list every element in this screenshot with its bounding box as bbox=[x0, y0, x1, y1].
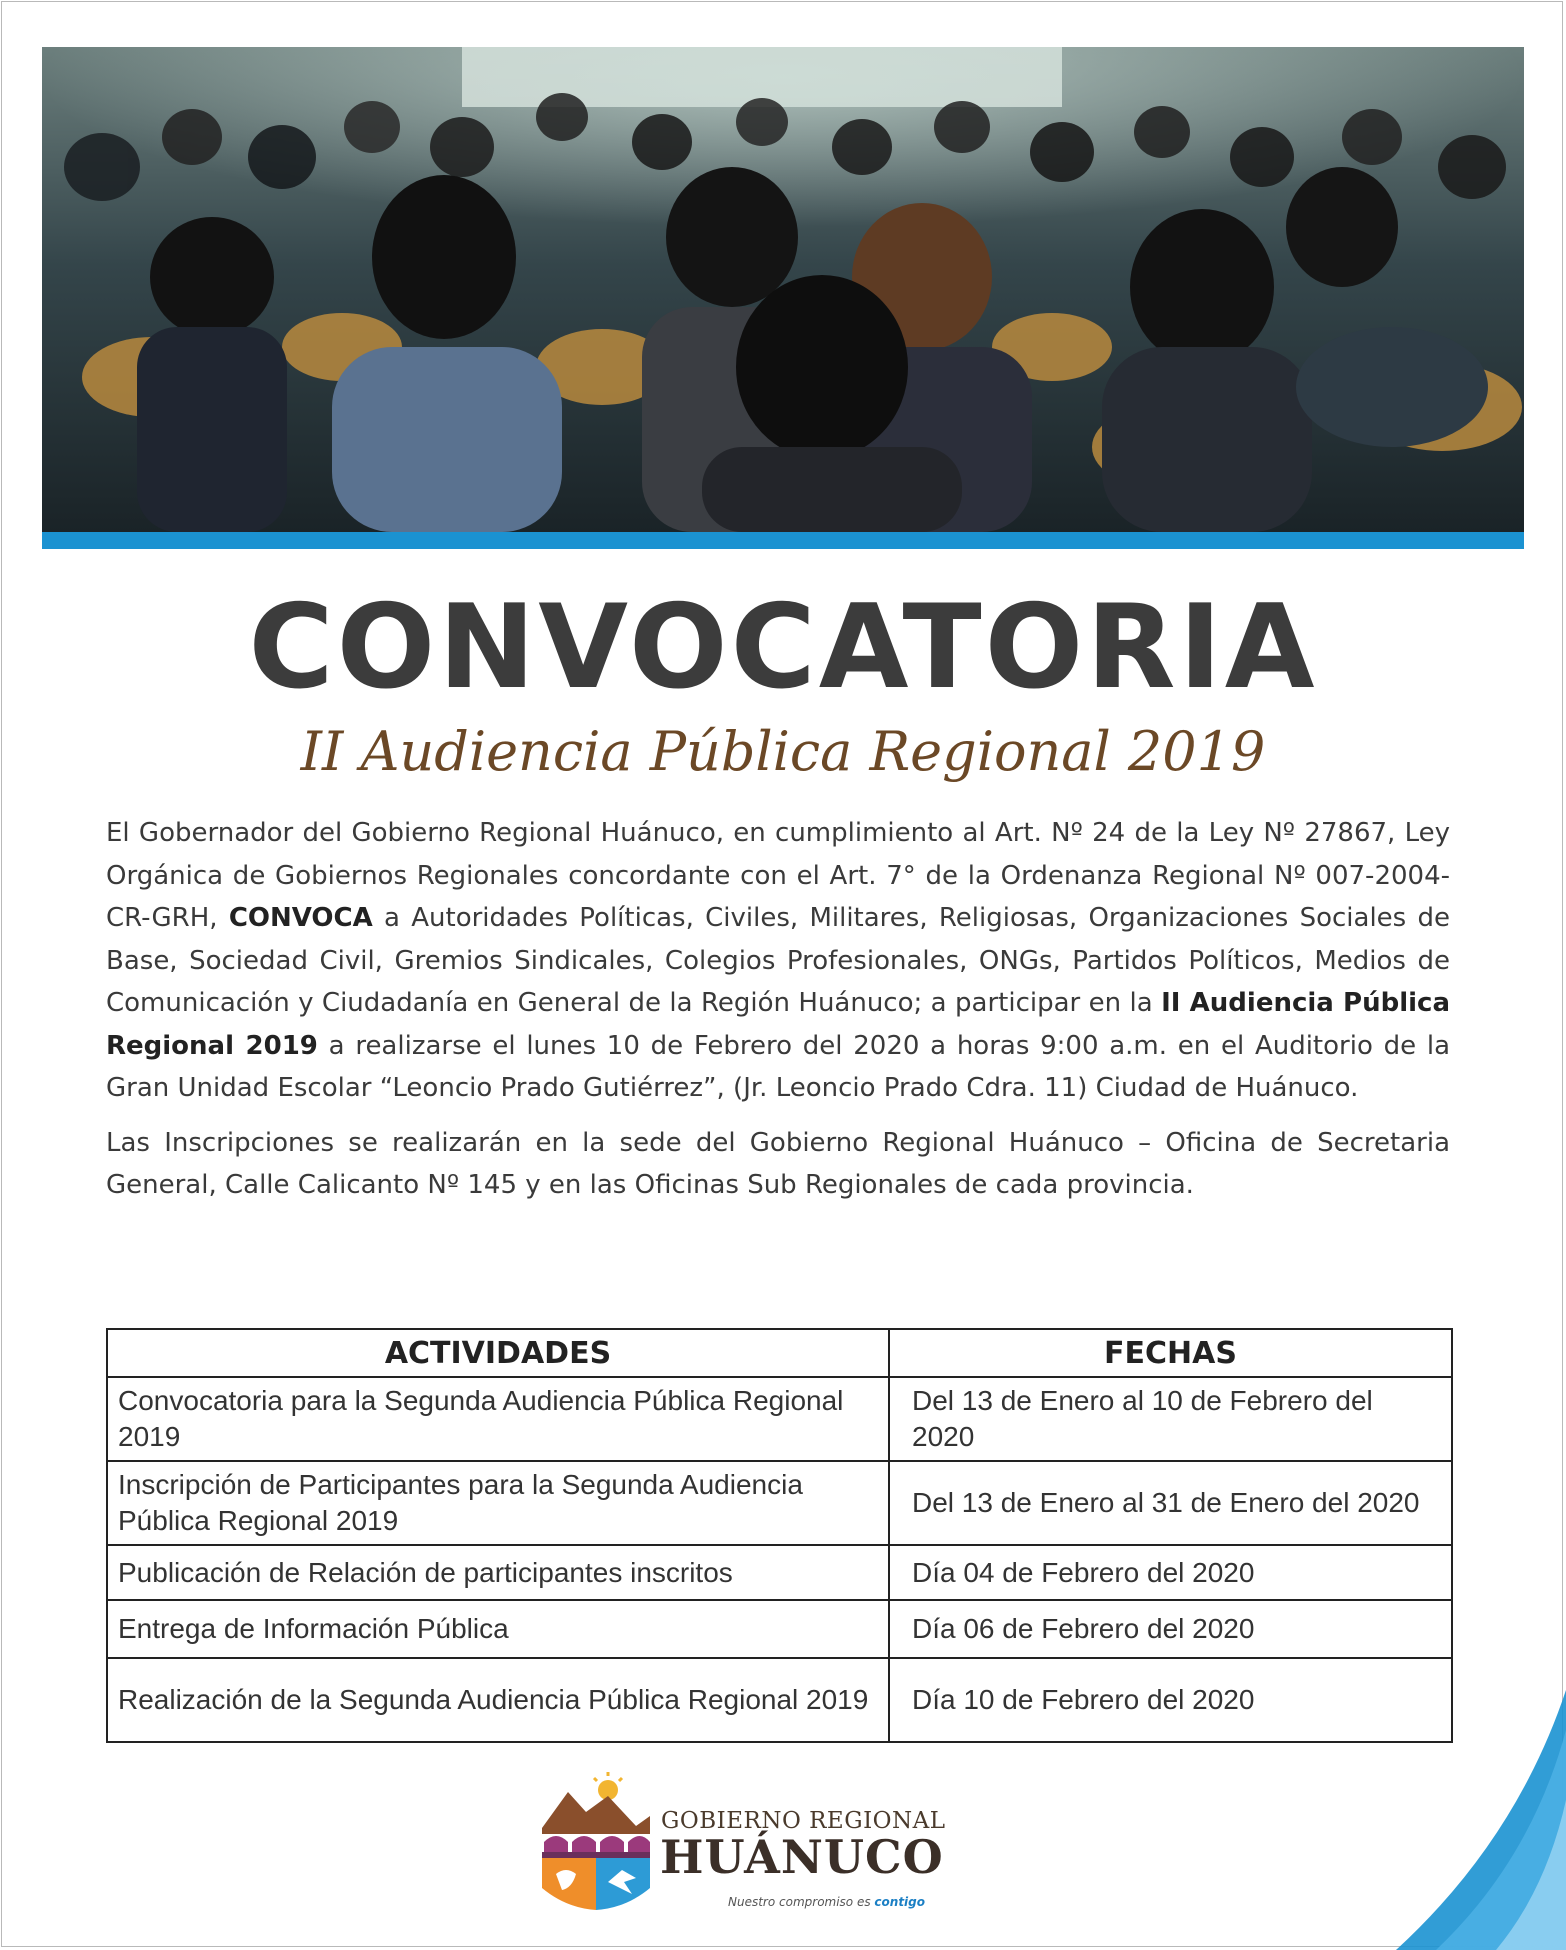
paragraph-bold-convoca: CONVOCA bbox=[228, 903, 373, 933]
gobierno-regional-logo bbox=[536, 1770, 956, 1920]
announcement-body bbox=[106, 812, 1450, 1219]
logo-line1: GOBIERNO REGIONAL bbox=[661, 1808, 946, 1834]
header-photo bbox=[42, 47, 1524, 532]
fecha-cell: Día 06 de Febrero del 2020 bbox=[889, 1600, 1452, 1658]
tagline-text: Nuestro compromiso es bbox=[728, 1895, 875, 1909]
table-header-row bbox=[107, 1329, 1452, 1377]
paragraph-text: a realizarse el lunes 10 de Febrero del 2020 a horas 9:00 a.m. en el Auditorio de la Gran Unidad Escolar “Leoncio Prado Gutiérrez”, (Jr. Leoncio Prado Cdra. 11) Ciudad de Huánuco. bbox=[106, 1030, 1450, 1103]
fecha-cell: Día 04 de Febrero del 2020 bbox=[889, 1545, 1452, 1600]
corner-swoosh-decoration bbox=[1396, 1690, 1566, 1950]
regional-shield-icon bbox=[536, 1770, 656, 1920]
paragraph-convocatoria bbox=[106, 812, 1450, 1110]
page-subtitle: II Audiencia Pública Regional 2019 bbox=[300, 720, 1266, 783]
paragraph-inscripciones: Las Inscripciones se realizarán en la sede del Gobierno Regional Huánuco – Oficina de Secretaria General, Calle Calicanto Nº 145 y en las Oficinas Sub Regionales de cada provincia. bbox=[106, 1127, 1450, 1200]
schedule-table bbox=[106, 1328, 1453, 1743]
table-row bbox=[107, 1658, 1452, 1742]
table-row bbox=[107, 1377, 1452, 1461]
paragraph-text: El Gobernador del Gobierno Regional Huánuco, en cumplimiento al Art. Nº 24 de la Ley Nº 27867, Ley Orgánica de Gobiernos Regionales concordante con el Art. 7° de la Ordenanza Regional Nº 007-2004-CR-GRH, bbox=[106, 818, 1450, 933]
page-title: CONVOCATORIA bbox=[248, 580, 1318, 715]
paragraph-text: a Autoridades Políticas, Civiles, Militares, Religiosas, Organizaciones Sociales de Base, Sociedad Civil, Gremios Sindicales, Colegios Profesionales, ONGs, Partidos Políticos, Medios de Comunicación y Ciudadanía en General de la Región Huánuco; a participar en la bbox=[106, 903, 1451, 1018]
header-fechas: FECHAS bbox=[889, 1329, 1452, 1377]
actividad-cell: Inscripción de Participantes para la Segunda Audiencia Pública Regional 2019 bbox=[107, 1461, 889, 1545]
fecha-cell: Del 13 de Enero al 10 de Febrero del 2020 bbox=[889, 1377, 1452, 1461]
fecha-cell: Del 13 de Enero al 31 de Enero del 2020 bbox=[889, 1461, 1452, 1545]
table-row bbox=[107, 1600, 1452, 1658]
actividad-cell: Realización de la Segunda Audiencia Pública Regional 2019 bbox=[107, 1658, 889, 1742]
header-actividades: ACTIVIDADES bbox=[107, 1329, 889, 1377]
tagline-highlight: contigo bbox=[874, 1895, 926, 1909]
logo-tagline bbox=[728, 1895, 968, 1909]
table-row bbox=[107, 1461, 1452, 1545]
actividad-cell: Convocatoria para la Segunda Audiencia Pública Regional 2019 bbox=[107, 1377, 889, 1461]
paragraph-bold-event: II Audiencia Pública Regional 2019 bbox=[106, 988, 1450, 1061]
actividad-cell: Publicación de Relación de participantes inscritos bbox=[107, 1545, 889, 1600]
accent-bar bbox=[42, 532, 1524, 549]
logo-line2: HUÁNUCO bbox=[660, 1830, 944, 1884]
table-row bbox=[107, 1545, 1452, 1600]
actividad-cell: Entrega de Información Pública bbox=[107, 1600, 889, 1658]
fecha-cell: Día 10 de Febrero del 2020 bbox=[889, 1658, 1452, 1742]
